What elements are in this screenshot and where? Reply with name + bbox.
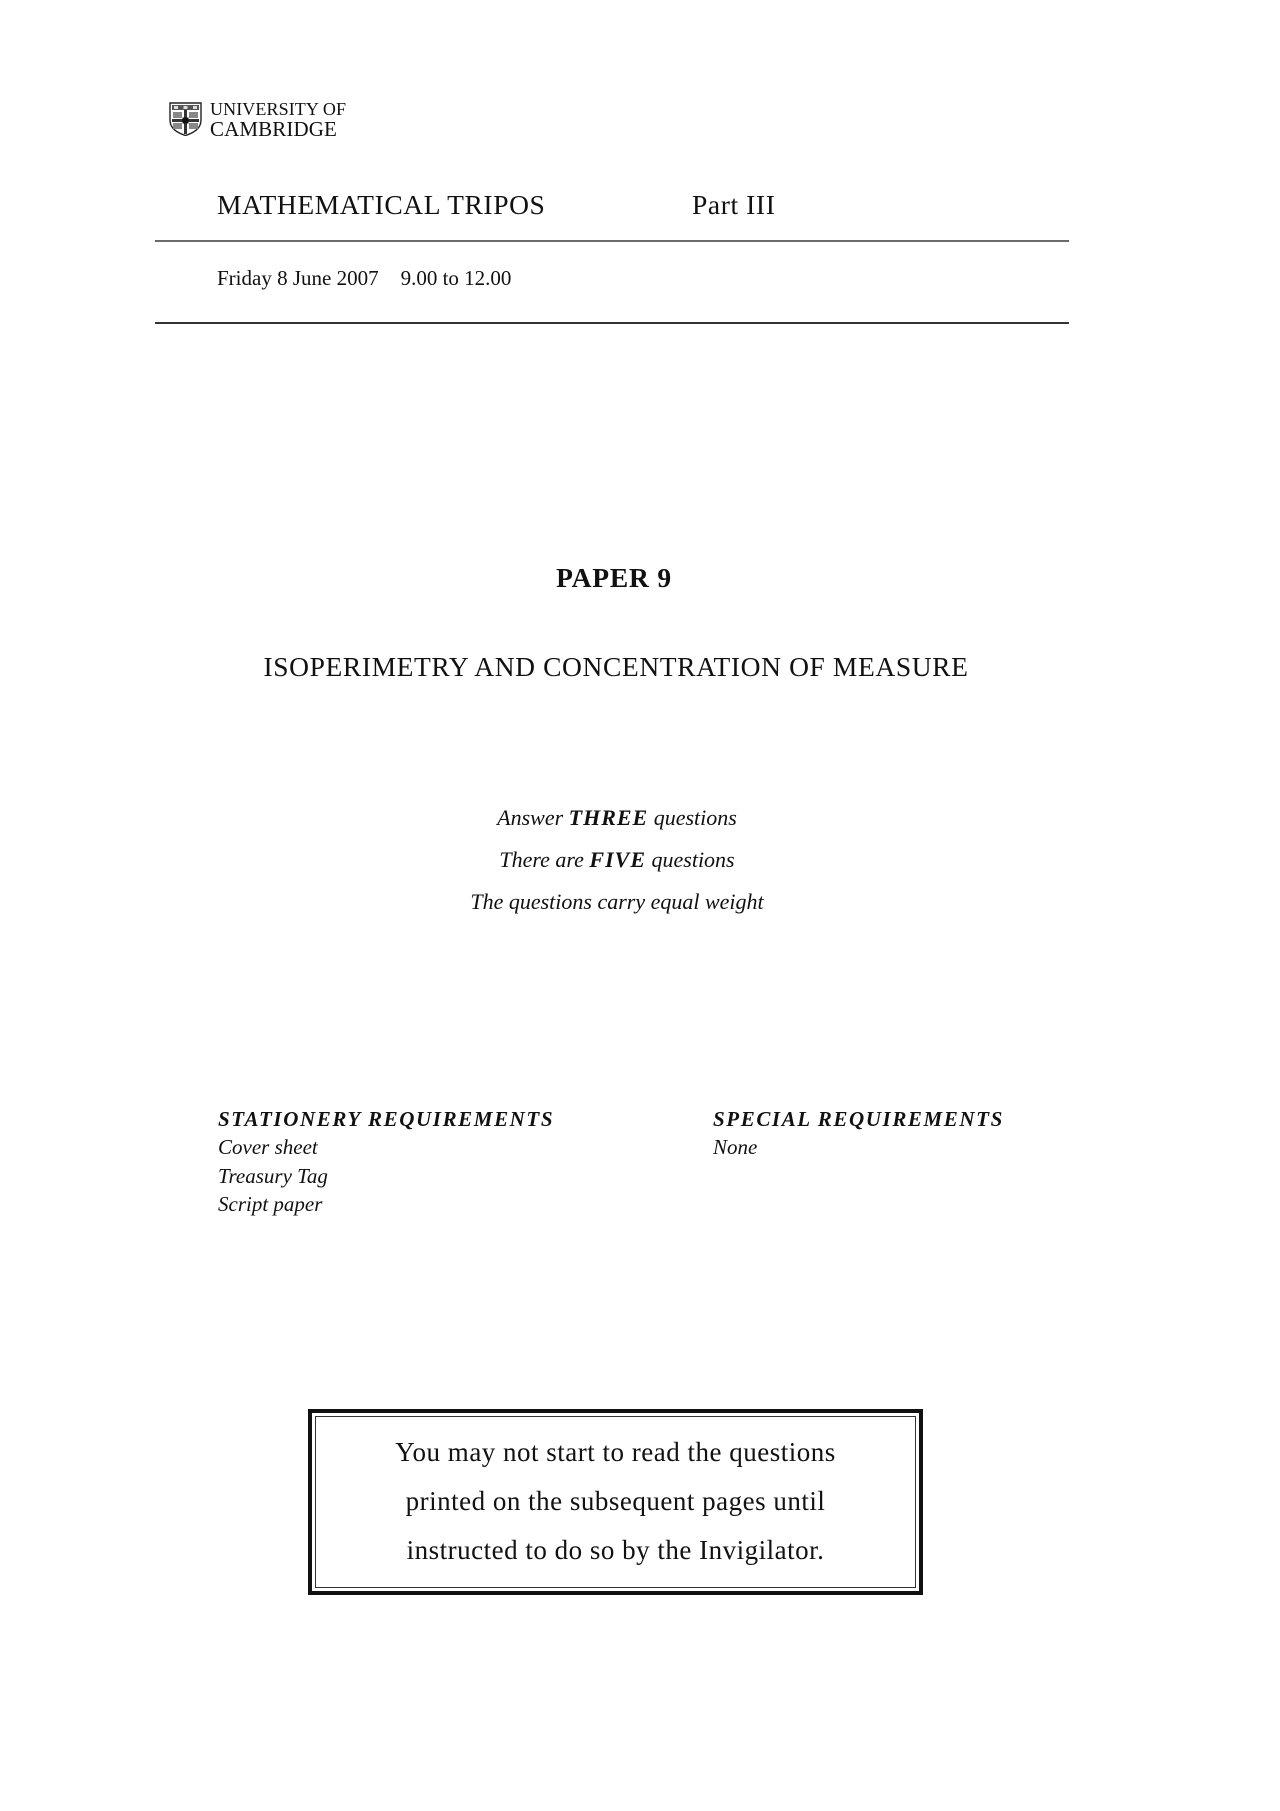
invigilator-notice-box	[308, 1409, 923, 1595]
special-item: None	[713, 1135, 758, 1159]
stationery-item: Script paper	[218, 1192, 323, 1216]
instruction-line	[0, 846, 1234, 888]
invigilator-notice-inner	[315, 1416, 916, 1588]
university-logo	[169, 101, 369, 141]
stationery-requirements	[218, 1105, 554, 1219]
wordmark-line1: UNIVERSITY OF	[210, 99, 347, 119]
paper-number: PAPER 9	[556, 562, 672, 593]
wordmark-line2: CAMBRIDGE	[210, 117, 337, 141]
instruction-line	[0, 888, 1234, 930]
exam-date: Friday 8 June 2007	[217, 266, 379, 290]
instruction-emphasis: FIVE	[589, 847, 646, 872]
tripos-title: MATHEMATICAL TRIPOS	[217, 189, 546, 220]
header-divider-top	[155, 240, 1069, 242]
header-divider-bottom	[155, 322, 1069, 324]
instruction-text: questions	[651, 847, 735, 872]
notice-line: You may not start to read the questions	[395, 1436, 836, 1467]
stationery-item: Treasury Tag	[218, 1163, 328, 1188]
exam-instructions	[0, 804, 1234, 930]
instruction-text: Answer	[497, 805, 564, 830]
stationery-item: Cover sheet	[218, 1135, 318, 1159]
instruction-text: questions	[653, 805, 737, 830]
instruction-emphasis: THREE	[568, 805, 649, 830]
paper-subject: ISOPERIMETRY AND CONCENTRATION OF MEASURE	[263, 651, 969, 682]
instruction-text: There are	[499, 847, 584, 872]
instruction-text: The questions carry equal weight	[470, 889, 764, 914]
university-wordmark	[210, 100, 346, 140]
notice-line: printed on the subsequent pages until	[405, 1485, 826, 1516]
notice-line: instructed to do so by the Invigilator.	[406, 1534, 825, 1565]
stationery-heading: STATIONERY REQUIREMENTS	[218, 1107, 555, 1131]
special-heading: SPECIAL REQUIREMENTS	[713, 1107, 1004, 1131]
special-requirements	[713, 1105, 1004, 1162]
tripos-part: Part III	[692, 189, 776, 220]
university-crest-icon	[169, 102, 202, 136]
instruction-line	[0, 804, 1234, 846]
exam-date-time	[217, 266, 511, 291]
exam-time: 9.00 to 12.00	[400, 266, 512, 290]
